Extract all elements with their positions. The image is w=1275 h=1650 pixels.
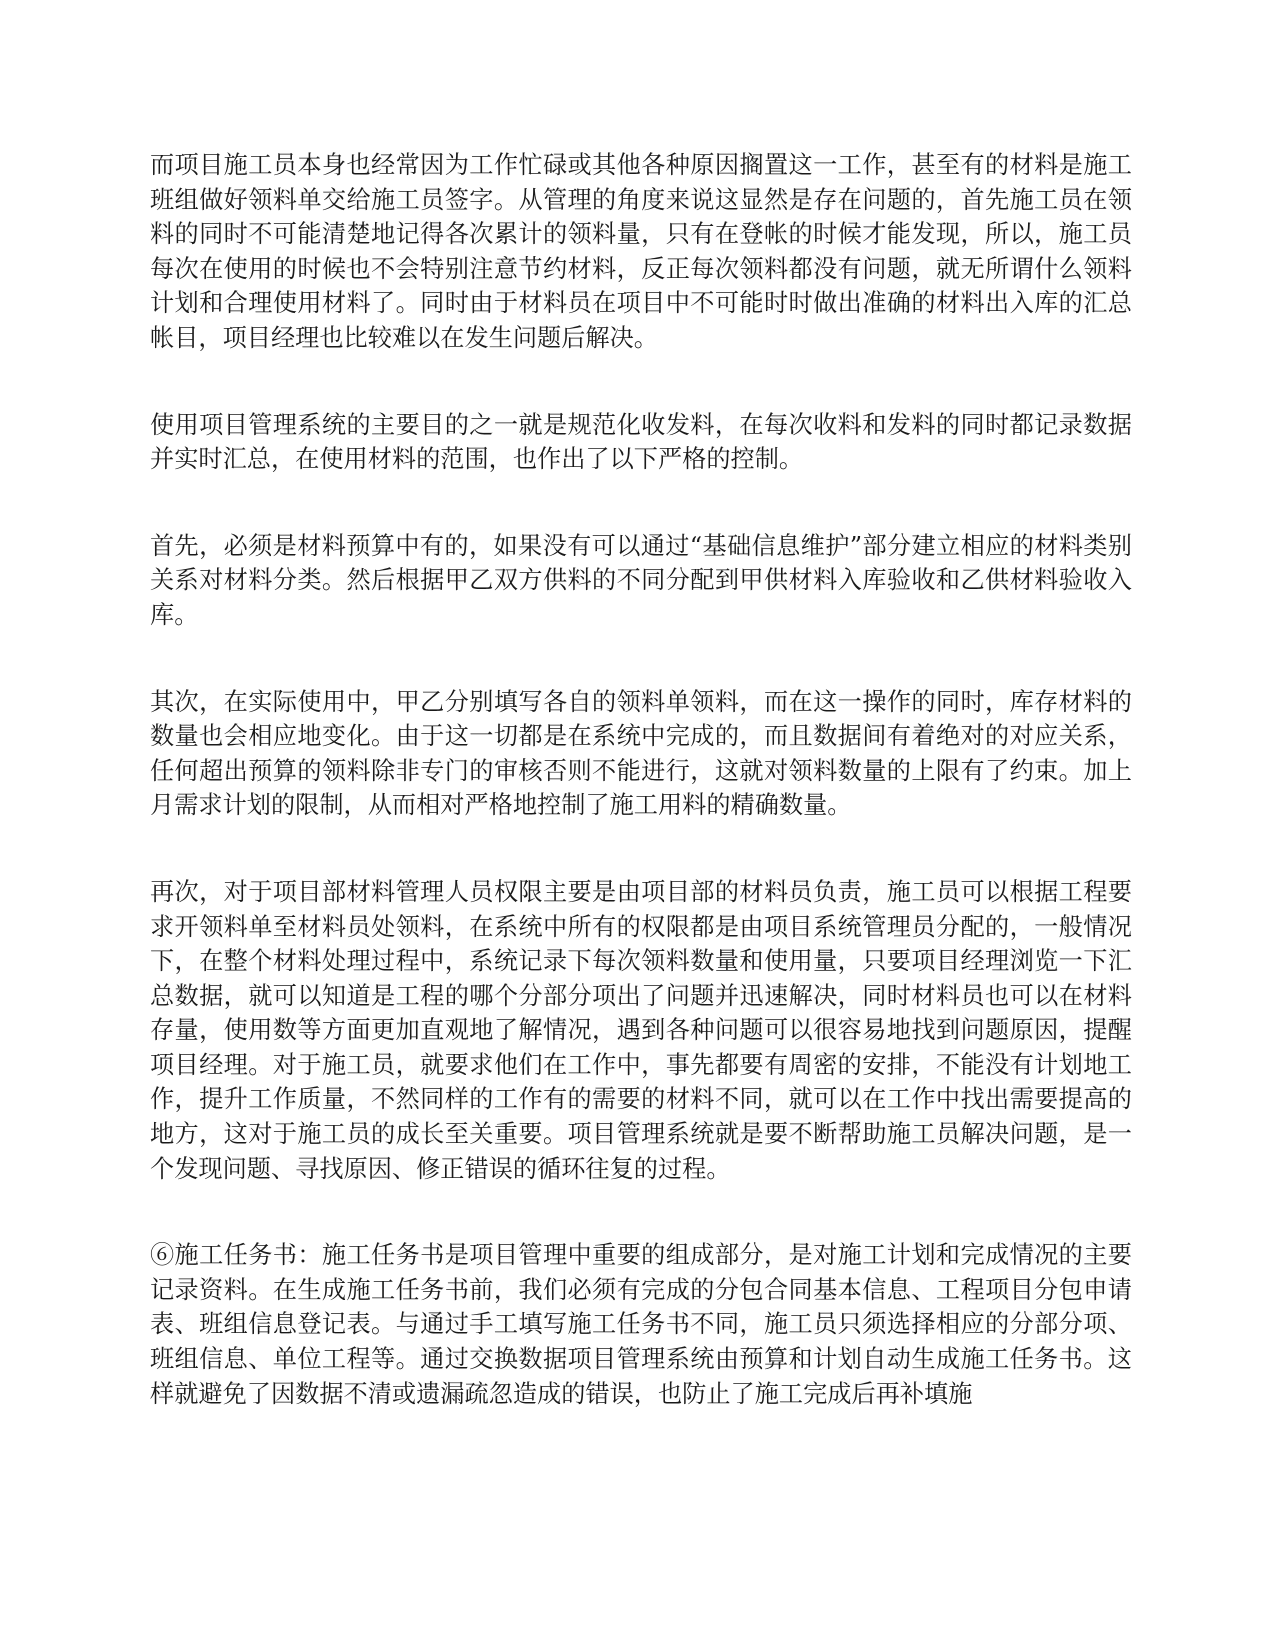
- paragraph-system-purpose: 使用项目管理系统的主要目的之一就是规范化收发料，在每次收料和发料的同时都记录数据并实时汇总，在使用材料的范围，也作出了以下严格的控制。: [150, 410, 1132, 474]
- paragraph-third-permissions: 再次，对于项目部材料管理人员权限主要是由项目部的材料员负责，施工员可以根据工程要求开领料单至材料员处领料，在系统中所有的权限都是由项目系统管理员分配的，一般情况下，在整个材料处理过程中，系统记录下每次领料数量和使用量，只要项目经理浏览一下汇总数据，就可以知道是工程的哪个分部分项出了问题并迅速解决，同时材料员也可以在材料存量，使用数等方面更加直观地了解情况，遇到各种问题可以很容易地找到问题原因，提醒项目经理。对于施工员，就要求他们在工作中，事先都要有周密的安排，不能没有计划地工作，提升工作质量，不然同样的工作有的需要的材料不同，就可以在工作中找出需要提高的地方，这对于施工员的成长至关重要。项目管理系统就是要不断帮助施工员解决问题，是一个发现问题、寻找原因、修正错误的循环往复的过程。: [150, 877, 1132, 1183]
- document-page: [150, 148, 1132, 1411]
- paragraph-first-budget-check: 首先，必须是材料预算中有的，如果没有可以通过“基础信息维护”部分建立相应的材料类别关系对材料分类。然后根据甲乙双方供料的不同分配到甲供材料入库验收和乙供材料验收入库。: [150, 531, 1132, 629]
- paragraph-second-actual-use: 其次，在实际使用中，甲乙分别填写各自的领料单领料，而在这一操作的同时，库存材料的数量也会相应地变化。由于这一切都是在系统中完成的，而且数据间有着绝对的对应关系，任何超出预算的领料除非专门的审核否则不能进行，这就对领料数量的上限有了约束。加上月需求计划的限制，从而相对严格地控制了施工用料的精确数量。: [150, 687, 1132, 820]
- paragraph-construction-task-book: ⑥施工任务书：施工任务书是项目管理中重要的组成部分，是对施工计划和完成情况的主要记录资料。在生成施工任务书前，我们必须有完成的分包合同基本信息、工程项目分包申请表、班组信息登记表。与通过手工填写施工任务书不同，施工员只须选择相应的分部分项、班组信息、单位工程等。通过交换数据项目管理系统由预算和计划自动生成施工任务书。这样就避免了因数据不清或遗漏疏忽造成的错误，也防止了施工完成后再补填施: [150, 1241, 1132, 1408]
- paragraph-material-issue-problem: 而项目施工员本身也经常因为工作忙碌或其他各种原因搁置这一工作，甚至有的材料是施工班组做好领料单交给施工员签字。从管理的角度来说这显然是存在问题的，首先施工员在领料的同时不可能清楚地记得各次累计的领料量，只有在登帐的时候才能发现，所以，施工员每次在使用的时候也不会特别注意节约材料，反正每次领料都没有问题，就无所谓什么领料计划和合理使用材料了。同时由于材料员在项目中不可能时时做出准确的材料出入库的汇总帐目，项目经理也比较难以在发生问题后解决。: [150, 151, 1132, 352]
